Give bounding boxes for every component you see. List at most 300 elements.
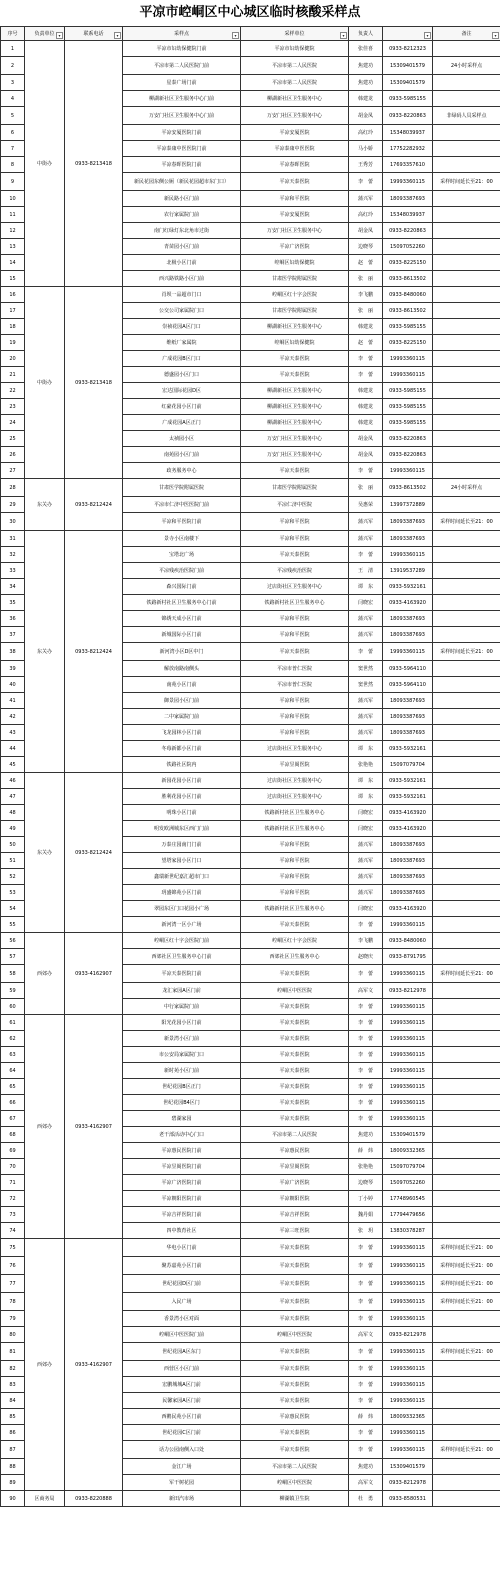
- cell-no: 32: [1, 547, 25, 563]
- cell-no: 20: [1, 351, 25, 367]
- cell-note: [433, 693, 500, 709]
- cell-tel: 15097079704: [383, 757, 433, 773]
- cell-unit-phone: 0933-8213418: [65, 41, 123, 287]
- cell-person: 韩建龙: [349, 399, 383, 415]
- cell-org: 平凉市第二人民医院: [241, 1127, 349, 1143]
- cell-tel: 18009332365: [383, 1409, 433, 1425]
- cell-tel: 19993360115: [383, 1047, 433, 1063]
- cell-person: 蒲兴军: [349, 837, 383, 853]
- cell-site: 翠园东区门口花园小广场: [123, 901, 241, 917]
- cell-org: 平凉广济医院: [241, 1175, 349, 1191]
- cell-org: 平凉安厦医院: [241, 125, 349, 141]
- cell-no: 89: [1, 1475, 25, 1491]
- cell-org: 甘肃医学院附属医院: [241, 271, 349, 287]
- cell-no: 45: [1, 757, 25, 773]
- cell-tel: 18093387693: [383, 853, 433, 869]
- cell-person: 李 蕾: [349, 965, 383, 983]
- cell-site: 平凉残疾治医院门前: [123, 563, 241, 579]
- cell-note: 24小时采样点: [433, 479, 500, 497]
- cell-person: 谭 东: [349, 741, 383, 757]
- cell-tel: 19993360115: [383, 1257, 433, 1275]
- cell-site: 南门红绿灯东北角市过街: [123, 223, 241, 239]
- table-row: [1, 933, 500, 949]
- cell-tel: 15348039937: [383, 125, 433, 141]
- cell-no: 58: [1, 965, 25, 983]
- cell-person: 蒲兴军: [349, 531, 383, 547]
- cell-org: 铁路新村社区卫生服务中心: [241, 901, 349, 917]
- cell-org: 平凉和平医院: [241, 853, 349, 869]
- cell-site: 崆峒区红十字会医院门前: [123, 933, 241, 949]
- cell-site: 世纪花园B4区门: [123, 1095, 241, 1111]
- cell-tel: 0933-5985155: [383, 91, 433, 107]
- cell-person: 蒲兴军: [349, 611, 383, 627]
- filter-dropdown-icon[interactable]: ▾: [56, 32, 63, 39]
- cell-note: [433, 821, 500, 837]
- cell-org: 平凉市第二人民医院: [241, 1459, 349, 1475]
- cell-no: 3: [1, 75, 25, 91]
- header-phone[interactable]: 联系电话 ▾: [65, 27, 123, 41]
- cell-no: 14: [1, 255, 25, 271]
- cell-org: 平凉天泰医院: [241, 965, 349, 983]
- cell-note: [433, 1393, 500, 1409]
- header-no[interactable]: 序号: [1, 27, 25, 41]
- cell-note: 采样时间延长至21：00: [433, 173, 500, 191]
- cell-site: 西郊社区卫生服务中心门前: [123, 949, 241, 965]
- cell-unit-phone: 0933-4162907: [65, 1239, 123, 1491]
- cell-site: 万泰庄园南门门前: [123, 837, 241, 853]
- header-unit[interactable]: 负责单位 ▾: [25, 27, 65, 41]
- cell-no: 65: [1, 1079, 25, 1095]
- cell-org: 平凉天泰医院: [241, 367, 349, 383]
- cell-org: 平凉天泰医院: [241, 917, 349, 933]
- cell-org: 柳湖新社区卫生服务中心: [241, 415, 349, 431]
- cell-tel: 0933-8613502: [383, 303, 433, 319]
- cell-person: 焦建功: [349, 75, 383, 91]
- cell-person: 谭 东: [349, 773, 383, 789]
- cell-site: 平凉安厦医院门前: [123, 125, 241, 141]
- cell-site: 解放南路南侧头: [123, 661, 241, 677]
- cell-unit-phone: 0933-4162907: [65, 933, 123, 1015]
- cell-no: 23: [1, 399, 25, 415]
- cell-tel: 19993360115: [383, 367, 433, 383]
- cell-note: [433, 1409, 500, 1425]
- cell-tel: 19993360115: [383, 1063, 433, 1079]
- cell-no: 47: [1, 789, 25, 805]
- cell-person: 蒲兴军: [349, 513, 383, 531]
- cell-site: 御景园小区门前: [123, 693, 241, 709]
- cell-org: 平凉和平医院: [241, 869, 349, 885]
- cell-tel: 17752282932: [383, 141, 433, 157]
- cell-site: 柳湖新社区卫生服务中心门前: [123, 91, 241, 107]
- cell-tel: 19993360115: [383, 1031, 433, 1047]
- cell-tel: 18093387693: [383, 611, 433, 627]
- cell-site: 宏鹏城城A区门前: [123, 1377, 241, 1393]
- cell-no: 10: [1, 191, 25, 207]
- cell-org: 平凉昱阁医院: [241, 757, 349, 773]
- cell-no: 53: [1, 885, 25, 901]
- cell-site: 平凉朝阳医院门前: [123, 1191, 241, 1207]
- cell-site: 德盛园小区门口: [123, 367, 241, 383]
- cell-org: 铁路新村社区卫生服务中心: [241, 821, 349, 837]
- cell-site: 世纪花园D区门前: [123, 1275, 241, 1293]
- cell-note: [433, 1475, 500, 1491]
- cell-org: 万安门社区卫生服务中心: [241, 447, 349, 463]
- cell-no: 73: [1, 1207, 25, 1223]
- cell-person: 蒲兴军: [349, 885, 383, 901]
- header-row: [1, 27, 500, 41]
- cell-org: 平凉昱阁医院: [241, 1159, 349, 1175]
- cell-org: 崆峒区红十字会医院: [241, 933, 349, 949]
- cell-tel: 18093387693: [383, 837, 433, 853]
- cell-no: 39: [1, 661, 25, 677]
- cell-person: 蒲兴军: [349, 709, 383, 725]
- cell-no: 41: [1, 693, 25, 709]
- cell-note: [433, 983, 500, 999]
- cell-site: 金江广场: [123, 1459, 241, 1475]
- cell-person: 韩建龙: [349, 319, 383, 335]
- cell-tel: 0933-4163920: [383, 805, 433, 821]
- cell-note: [433, 1175, 500, 1191]
- cell-no: 31: [1, 531, 25, 547]
- cell-tel: 18093387693: [383, 709, 433, 725]
- cell-no: 8: [1, 157, 25, 173]
- cell-note: [433, 271, 500, 287]
- cell-person: 边晓琴: [349, 239, 383, 255]
- cell-org: 平凉朝阳医院: [241, 1191, 349, 1207]
- cell-unit-phone: 0933-8212424: [65, 773, 123, 933]
- cell-unit: 西郊办: [25, 1015, 65, 1239]
- cell-person: 张 玥: [349, 1223, 383, 1239]
- cell-tel: 0933-5932161: [383, 579, 433, 595]
- cell-site: 世纪花园B区正门: [123, 1079, 241, 1095]
- cell-note: [433, 383, 500, 399]
- cell-org: 平凉和平医院: [241, 885, 349, 901]
- cell-person: 李 蕾: [349, 1293, 383, 1311]
- cell-site: 阳光花园小区门前: [123, 1015, 241, 1031]
- cell-tel: 15348039937: [383, 207, 433, 223]
- cell-person: 李飞鹏: [349, 287, 383, 303]
- cell-tel: 19993360115: [383, 999, 433, 1015]
- cell-person: 蒲兴军: [349, 869, 383, 885]
- cell-note: [433, 399, 500, 415]
- cell-note: [433, 1425, 500, 1441]
- cell-no: 17: [1, 303, 25, 319]
- cell-person: 张艳艳: [349, 1159, 383, 1175]
- cell-site: 飞龙园林小区门前: [123, 725, 241, 741]
- cell-org: 平凉市第二人民医院: [241, 75, 349, 91]
- cell-note: [433, 1459, 500, 1475]
- cell-org: 崆峒区妇幼保健院: [241, 335, 349, 351]
- cell-note: [433, 595, 500, 611]
- cell-unit: 中街办: [25, 287, 65, 479]
- cell-no: 78: [1, 1293, 25, 1311]
- cell-tel: 19993360115: [383, 463, 433, 479]
- cell-tel: 19993360115: [383, 1441, 433, 1459]
- cell-org: 万安门社区卫生服务中心: [241, 223, 349, 239]
- cell-no: 90: [1, 1491, 25, 1507]
- cell-org: 平凉安厦医院: [241, 207, 349, 223]
- cell-org: 平凉和平医院: [241, 531, 349, 547]
- cell-person: 李 蕾: [349, 1441, 383, 1459]
- cell-tel: 19993360115: [383, 351, 433, 367]
- cell-site: 新时苑小区门前: [123, 1063, 241, 1079]
- cell-person: 魏丹娟: [349, 1207, 383, 1223]
- cell-person: 高红玲: [349, 207, 383, 223]
- cell-org: 平凉和平医院: [241, 627, 349, 643]
- cell-note: [433, 463, 500, 479]
- cell-site: 西兴路铁路小区门前: [123, 271, 241, 287]
- cell-person: 李 蕾: [349, 1063, 383, 1079]
- cell-note: [433, 661, 500, 677]
- cell-site: 宏达国际花园D区: [123, 383, 241, 399]
- cell-tel: 0933-5932161: [383, 773, 433, 789]
- cell-note: [433, 41, 500, 57]
- cell-no: 60: [1, 999, 25, 1015]
- cell-person: 张佳喜: [349, 41, 383, 57]
- cell-note: 采样时间延长至21：00: [433, 1239, 500, 1257]
- cell-person: 王 清: [349, 563, 383, 579]
- cell-no: 50: [1, 837, 25, 853]
- cell-unit: 东关办: [25, 773, 65, 933]
- cell-org: 平凉天泰医院: [241, 1079, 349, 1095]
- cell-org: 平凉和平医院: [241, 725, 349, 741]
- cell-note: [433, 1063, 500, 1079]
- cell-site: 四中教育社区: [123, 1223, 241, 1239]
- cell-person: 闫晓宏: [349, 821, 383, 837]
- cell-site: 平凉吉祥医院门前: [123, 1207, 241, 1223]
- header-site[interactable]: 采样点 ▾: [123, 27, 241, 41]
- cell-site: 西鹅民苑小区门前: [123, 1409, 241, 1425]
- cell-org: 柳湖新社区卫生服务中心: [241, 319, 349, 335]
- filter-dropdown-icon[interactable]: ▾: [114, 32, 121, 39]
- cell-person: 丁小婷: [349, 1191, 383, 1207]
- cell-person: 李 蕾: [349, 1079, 383, 1095]
- header-person[interactable]: 负责人: [349, 27, 383, 41]
- cell-no: 74: [1, 1223, 25, 1239]
- cell-note: [433, 869, 500, 885]
- cell-tel: 0933-8613502: [383, 271, 433, 287]
- cell-person: 高军文: [349, 1475, 383, 1491]
- cell-org: 平凉惠民医院: [241, 1409, 349, 1425]
- cell-org: 平凉天泰医院: [241, 1063, 349, 1079]
- cell-note: [433, 531, 500, 547]
- header-note[interactable]: 备注 ▾: [433, 27, 500, 41]
- cell-tel: 0933-8480060: [383, 287, 433, 303]
- cell-tel: 0933-8220863: [383, 107, 433, 125]
- cell-person: 李 蕾: [349, 643, 383, 661]
- cell-note: [433, 415, 500, 431]
- cell-tel: 0933-5932161: [383, 789, 433, 805]
- cell-note: [433, 319, 500, 335]
- cell-no: 9: [1, 173, 25, 191]
- cell-note: 采样时间延长至21：00: [433, 1441, 500, 1459]
- cell-note: [433, 303, 500, 319]
- cell-person: 蒲兴军: [349, 725, 383, 741]
- cell-no: 81: [1, 1343, 25, 1361]
- cell-unit-phone: 0933-8220888: [65, 1491, 123, 1507]
- cell-no: 86: [1, 1425, 25, 1441]
- cell-org: 铁路新村社区卫生服务中心: [241, 805, 349, 821]
- cell-tel: 19993360115: [383, 1275, 433, 1293]
- cell-site: 森兴国际门前: [123, 579, 241, 595]
- cell-person: 李 蕾: [349, 367, 383, 383]
- cell-note: [433, 431, 500, 447]
- cell-tel: 18093387693: [383, 513, 433, 531]
- cell-note: [433, 933, 500, 949]
- cell-no: 76: [1, 1257, 25, 1275]
- cell-site: 新河湾一区小广场: [123, 917, 241, 933]
- cell-site: 明发欧洲城东区西门门前: [123, 821, 241, 837]
- cell-no: 15: [1, 271, 25, 287]
- cell-tel: 15097052260: [383, 239, 433, 255]
- cell-note: [433, 1111, 500, 1127]
- cell-note: [433, 949, 500, 965]
- cell-no: 21: [1, 367, 25, 383]
- cell-tel: 19993360115: [383, 1393, 433, 1409]
- cell-tel: 0933-8580531: [383, 1491, 433, 1507]
- cell-org: 平凉天泰医院: [241, 463, 349, 479]
- cell-tel: 19993360115: [383, 1311, 433, 1327]
- cell-no: 71: [1, 1175, 25, 1191]
- cell-site: 南苑园小区门前: [123, 447, 241, 463]
- cell-org: 平凉天泰医院: [241, 173, 349, 191]
- cell-site: 太祯园小区: [123, 431, 241, 447]
- cell-site: 万安门社区卫生服务中心门前: [123, 107, 241, 125]
- cell-no: 54: [1, 901, 25, 917]
- cell-person: 李 蕾: [349, 1239, 383, 1257]
- cell-no: 79: [1, 1311, 25, 1327]
- cell-no: 72: [1, 1191, 25, 1207]
- cell-no: 38: [1, 643, 25, 661]
- cell-person: 高军文: [349, 983, 383, 999]
- cell-tel: 0933-4163920: [383, 595, 433, 611]
- cell-person: 李 蕾: [349, 1361, 383, 1377]
- cell-person: 李 蕾: [349, 547, 383, 563]
- cell-note: [433, 191, 500, 207]
- cell-site: 平凉市第二人民医院门前: [123, 57, 241, 75]
- cell-person: 蒲兴军: [349, 627, 383, 643]
- cell-org: 平凉天泰医院: [241, 999, 349, 1015]
- cell-org: 平凉天泰医院: [241, 1425, 349, 1441]
- cell-no: 80: [1, 1327, 25, 1343]
- cell-org: 平凉春晖医院: [241, 157, 349, 173]
- cell-unit-phone: 0933-8213418: [65, 287, 123, 479]
- cell-org: 平凉惠民医院: [241, 1143, 349, 1159]
- cell-no: 33: [1, 563, 25, 579]
- cell-person: 焦建功: [349, 57, 383, 75]
- cell-org: 平凉和平医院: [241, 693, 349, 709]
- cell-note: [433, 1223, 500, 1239]
- cell-note: 采样时间延长至21：00: [433, 643, 500, 661]
- cell-site: 入民广场: [123, 1293, 241, 1311]
- cell-org: 平凉泰康中医医院: [241, 141, 349, 157]
- filter-dropdown-icon[interactable]: ▾: [492, 32, 499, 39]
- cell-tel: 19993360115: [383, 1425, 433, 1441]
- cell-site: 胜利花园小区门前: [123, 789, 241, 805]
- cell-org: 西郊社区卫生服务中心: [241, 949, 349, 965]
- cell-no: 56: [1, 933, 25, 949]
- cell-org: 平凉天泰医院: [241, 1257, 349, 1275]
- cell-tel: 0933-5985155: [383, 319, 433, 335]
- cell-tel: 0933-8613502: [383, 479, 433, 497]
- cell-site: 平凉天泰医院门前: [123, 965, 241, 983]
- cell-no: 22: [1, 383, 25, 399]
- cell-no: 48: [1, 805, 25, 821]
- cell-org: 平凉天泰医院: [241, 1095, 349, 1111]
- cell-person: 边晓琴: [349, 1175, 383, 1191]
- filter-dropdown-icon[interactable]: ▾: [424, 32, 431, 39]
- cell-person: 杜 勇: [349, 1491, 383, 1507]
- cell-site: 景寺小区南楼下: [123, 531, 241, 547]
- cell-org: 甘肃医学院附属医院: [241, 479, 349, 497]
- cell-tel: 0933-5985155: [383, 415, 433, 431]
- cell-tel: 18093387693: [383, 627, 433, 643]
- cell-site: 西营区小区门前: [123, 1361, 241, 1377]
- cell-org: 平凉和平医院: [241, 191, 349, 207]
- sampling-points-table: [0, 26, 500, 1507]
- cell-site: 玥盛锦苑小区门前: [123, 885, 241, 901]
- filter-dropdown-icon[interactable]: ▾: [232, 32, 239, 39]
- cell-org: 柳湖新社区卫生服务中心: [241, 91, 349, 107]
- cell-note: [433, 1143, 500, 1159]
- cell-tel: 19993360115: [383, 1111, 433, 1127]
- cell-org: 崆峒区中医医院: [241, 1475, 349, 1491]
- header-org[interactable]: 采样单位 ▾: [241, 27, 349, 41]
- cell-site: 平凉昱阁医院门前: [123, 1159, 241, 1175]
- cell-person: 薛 炜: [349, 1409, 383, 1425]
- cell-tel: 19993360115: [383, 1343, 433, 1361]
- cell-person: 张艳艳: [349, 757, 383, 773]
- cell-org: 过店街社区卫生服务中心: [241, 789, 349, 805]
- cell-person: 韩建龙: [349, 91, 383, 107]
- cell-tel: 0933-4163920: [383, 901, 433, 917]
- cell-site: 平凉惠民医院门前: [123, 1143, 241, 1159]
- cell-person: 蒲兴军: [349, 693, 383, 709]
- cell-site: 政务服务中心: [123, 463, 241, 479]
- table-row: [1, 773, 500, 789]
- cell-note: [433, 757, 500, 773]
- cell-person: 闫晓宏: [349, 901, 383, 917]
- cell-no: 75: [1, 1239, 25, 1257]
- cell-note: [433, 1311, 500, 1327]
- cell-person: 李 蕾: [349, 1111, 383, 1127]
- cell-no: 5: [1, 107, 25, 125]
- cell-tel: 18093387693: [383, 869, 433, 885]
- cell-person: 李 蕾: [349, 1275, 383, 1293]
- cell-person: 窦世然: [349, 677, 383, 693]
- cell-org: 平凉天泰医院: [241, 1441, 349, 1459]
- table-row: [1, 531, 500, 547]
- cell-site: 铁路新村社区卫生服务中心门前: [123, 595, 241, 611]
- cell-org: 崆峒区中医医院: [241, 1327, 349, 1343]
- cell-org: 平凉市普仁医院: [241, 661, 349, 677]
- cell-org: 过店街社区卫生服务中心: [241, 741, 349, 757]
- header-tel[interactable]: [383, 27, 433, 41]
- cell-site: 平凉市妇幼保健院门前: [123, 41, 241, 57]
- cell-no: 84: [1, 1393, 25, 1409]
- cell-org: 平凉天泰医院: [241, 1031, 349, 1047]
- cell-tel: 0933-4163920: [383, 821, 433, 837]
- filter-dropdown-icon[interactable]: ▾: [340, 32, 347, 39]
- cell-note: [433, 611, 500, 627]
- cell-note: [433, 367, 500, 383]
- cell-no: 16: [1, 287, 25, 303]
- cell-note: 采样时间延长至21：00: [433, 513, 500, 531]
- cell-site: 平凉和平医院门前: [123, 513, 241, 531]
- cell-tel: 19993360115: [383, 547, 433, 563]
- cell-site: 二中家属院门前: [123, 709, 241, 725]
- cell-site: 平凉春晖医院门前: [123, 157, 241, 173]
